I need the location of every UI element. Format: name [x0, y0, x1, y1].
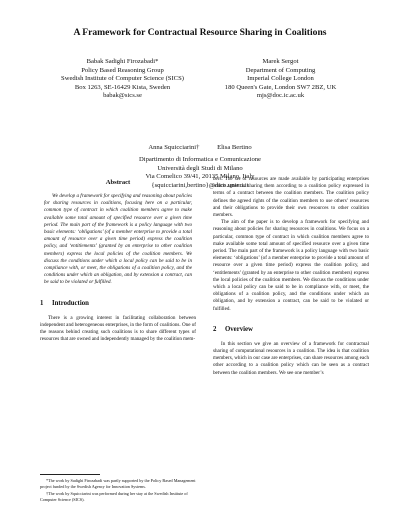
footnote-rule — [40, 474, 100, 475]
author-name: Babak Sadighi Firozabadi* — [86, 58, 159, 65]
right-column — [213, 176, 369, 377]
author-affiliation: Policy Based Reasoning Group — [81, 66, 164, 74]
author-email: mjs@doc.ic.ac.uk — [256, 92, 305, 100]
author-address: Via Comelico 39/41, 20135 Milano, Italy — [145, 173, 255, 181]
section-title: Overview — [225, 325, 253, 333]
section-heading-overview — [213, 325, 369, 334]
author-name: Elisa Bertino — [217, 144, 252, 151]
author-affiliation: Department of Computing — [245, 66, 316, 74]
intro-paragraph-continued: bers. The set of resources are made available by participating enterprises which agree on sharing them according to a coalition policy expressed in terms of a contract between the coalition members. The coalition policy defines the agreed rights of the coalition members to use others’ resources and their obligations to provide their own resources to other coalition members. — [213, 176, 369, 219]
left-column — [40, 176, 196, 343]
author-names-milano — [0, 144, 400, 153]
abstract-text: We develop a framework for specifying and reasoning about policies for sharing resources in coalitions, focusing here on a particular, common type of contract in which coalition members agree to make available some total amount of specified resource over a given time period. The main part of the framework is a policy language with two basic elements: ‘obligations’ (of a member enterprise to provide a total amount of resource over a given time period) express the coalition policy, and ‘entitlements’ (granted by an enterprise to other coalition members) express the local policies of the coalition members. We discuss the conditions under which a local policy can be said to be in compliance with, or meet, the obligations of a coalition policy, and the conditions under which an obligation, and by extension a contract, can be said to be violated or fulfilled. — [44, 193, 192, 286]
footnotes — [40, 474, 196, 504]
footnote: †The work by Squicciarini was performed during her stay at the Swedish Institute of Computer Science (SICS). — [40, 491, 188, 502]
section-number: 2 — [213, 325, 217, 333]
intro-paragraph: The aim of the paper is to develop a framework for specifying and reasoning about policies for sharing resources in coalitions. We focus on a particular, common type of contract in which coalition members agree to make available some total amount of specified resource over a given time period. The main part of the framework is a policy language with two basic elements: ‘obligations’ (of a member enterprise to provide a total amount of resource over a given time period) express the coalition policy, and ‘entitlements’ (granted by an enterprise to other coalition members) express the local policies of the coalition members. We discuss the conditions under which a local policy can be said to be in compliance with, or meet, the obligations of a coalition policy, and the conditions under which an obligation, and by extension a contract, can be said to be violated or fulfilled. — [213, 219, 369, 312]
abstract-heading: Abstract — [105, 179, 131, 186]
section-title: Introduction — [52, 299, 89, 307]
author-address: Box 1263, SE-16429 Kista, Sweden — [74, 83, 171, 91]
overview-paragraph: In this section we give an overview of a framework for contractual sharing of computational resources in a coalition. The idea is that coalition members, which in our case are enterprises, can share resources among each other according to a coalition policy which can be seen as a contract between the coalition members. We see one member’s — [213, 340, 369, 376]
author-affiliation: Swedish Institute of Computer Science (SICS) — [61, 75, 184, 83]
intro-paragraph: There is a growing interest in facilitating collaboration between independent and heterogeneous enterprises, in the form of coalitions. One of the reasons behind creating such coalitions is to share different types of resources that are owned and independently managed by the coalition mem- — [40, 314, 196, 343]
author-name: Marek Sergot — [262, 58, 299, 65]
author-block-sics — [40, 58, 205, 101]
section-heading-introduction — [40, 299, 196, 308]
paper-title: A Framework for Contractual Resource Sharing in Coalitions — [73, 27, 327, 38]
author-block-imperial — [198, 58, 363, 101]
section-number: 1 — [40, 299, 44, 307]
author-name: Anna Squicciarini† — [148, 144, 200, 151]
author-address: 180 Queen's Gate, London SW7 2BZ, UK — [224, 83, 337, 91]
author-email: babak@sics.se — [103, 92, 142, 100]
author-affiliation: Università degli Studi di Milano — [157, 164, 243, 172]
author-affiliation: Imperial College London — [247, 75, 314, 83]
author-email: {squicciarini,bertino}@dico.unimi.it — [151, 181, 249, 189]
footnote: *The work by Sadighi Firozabadi was partly supported by the Policy Based Management project funded by the Swedish Agency for Innovation Systems. — [40, 478, 196, 489]
author-affiliation: Dipartimento di Informatica e Comunicazione — [139, 156, 261, 163]
